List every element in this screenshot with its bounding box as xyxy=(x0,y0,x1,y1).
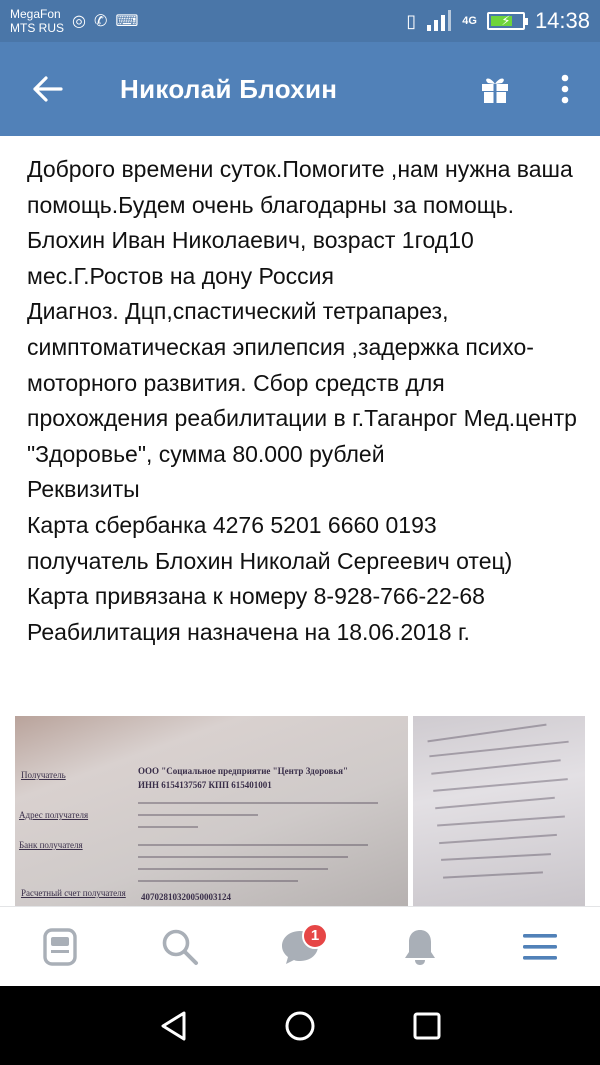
page-title: Николай Блохин xyxy=(120,73,338,104)
photo-attachments xyxy=(15,716,585,906)
doc-line: 40702810320050003124 xyxy=(141,892,231,902)
unread-badge: 1 xyxy=(302,923,328,949)
whatsapp-icon: ✆ xyxy=(93,13,108,30)
doc-line xyxy=(435,797,555,809)
doc-line: ИНН 6154137567 КПП 615401001 xyxy=(138,780,272,790)
news-icon xyxy=(43,928,77,966)
nav-news[interactable] xyxy=(20,907,100,987)
triangle-back-icon xyxy=(159,1010,187,1042)
nav-notifications[interactable] xyxy=(380,907,460,987)
notification-icons xyxy=(72,11,138,31)
carrier-2: MTS RUS xyxy=(10,21,64,35)
doc-line xyxy=(427,724,546,743)
system-back-button[interactable] xyxy=(143,996,203,1056)
doc-line xyxy=(138,856,348,858)
system-recents-button[interactable] xyxy=(397,996,457,1056)
nav-messages[interactable] xyxy=(260,907,340,987)
post-text: Доброго времени суток.Помогите ,нам нужна ваша помощь.Будем очень благодарны за помощь. Блохин Иван Николаевич, возраст 1год10 мес.Г.Ростов на дону Россия Диагноз. Дцп,спастический тетрапарез, симптоматическая эпилепсия ,задержка психо-моторного развития. Сбор средств для прохождения реабилитации в г.Таганрог Мед.центр "Здоровье", сумма 80.000 рублей Реквизиты Карта сбербанка 4276 5201 6660 0193 получатель Блохин Николай Сергеевич отец) Карта привязана к номеру 8-928-766-22-68 Реабилитация назначена на 18.06.2018 г. xyxy=(27,156,577,645)
bell-icon xyxy=(403,928,437,966)
doc-line xyxy=(138,844,368,846)
doc-line xyxy=(441,853,551,861)
search-icon xyxy=(161,928,199,966)
battery-icon xyxy=(487,12,525,30)
back-button[interactable] xyxy=(0,42,96,136)
keyboard-icon: ⌨ xyxy=(115,13,139,30)
bottom-nav xyxy=(0,906,600,986)
status-right xyxy=(406,8,590,34)
doc-line xyxy=(443,871,543,878)
hotspot-icon: ◎ xyxy=(72,13,86,30)
nav-menu[interactable] xyxy=(500,907,580,987)
doc-line xyxy=(437,816,565,827)
doc-line xyxy=(439,834,557,844)
doc-line xyxy=(433,778,568,792)
photo-medical-document[interactable] xyxy=(413,716,585,906)
doc-line xyxy=(138,880,298,882)
arrow-left-icon xyxy=(33,76,63,102)
signal-icon xyxy=(426,10,452,32)
status-bar xyxy=(0,0,600,42)
system-home-button[interactable] xyxy=(270,996,330,1056)
menu-icon xyxy=(523,934,557,960)
doc-line xyxy=(138,802,378,804)
doc-line: Получатель xyxy=(21,770,66,780)
more-vertical-icon xyxy=(561,74,569,104)
doc-line xyxy=(138,868,328,870)
more-button[interactable] xyxy=(530,42,600,136)
square-recents-icon xyxy=(413,1012,441,1040)
clock: 14:38 xyxy=(534,8,590,33)
network-type: 4G xyxy=(462,15,477,27)
doc-line: Банк получателя xyxy=(19,840,83,850)
doc-line xyxy=(429,741,568,758)
app-header xyxy=(0,42,600,136)
doc-line xyxy=(138,814,258,816)
vibrate-icon: ▯ xyxy=(406,10,417,31)
gift-button[interactable] xyxy=(460,42,530,136)
doc-line xyxy=(138,826,198,828)
battery-tip xyxy=(525,18,528,25)
charging-icon: ⚡ xyxy=(501,13,511,28)
nav-search[interactable] xyxy=(140,907,220,987)
gift-icon xyxy=(479,73,511,105)
system-nav-bar xyxy=(0,986,600,1065)
circle-home-icon xyxy=(284,1010,316,1042)
carrier-info xyxy=(10,7,64,35)
doc-line: ООО "Социальное предприятие "Центр Здоровья" xyxy=(138,766,348,776)
doc-line: Расчетный счет получателя xyxy=(21,888,126,898)
doc-line xyxy=(431,759,560,775)
carrier-1: MegaFon xyxy=(10,7,61,21)
doc-line: Адрес получателя xyxy=(19,810,89,820)
photo-bank-details[interactable] xyxy=(15,716,408,906)
